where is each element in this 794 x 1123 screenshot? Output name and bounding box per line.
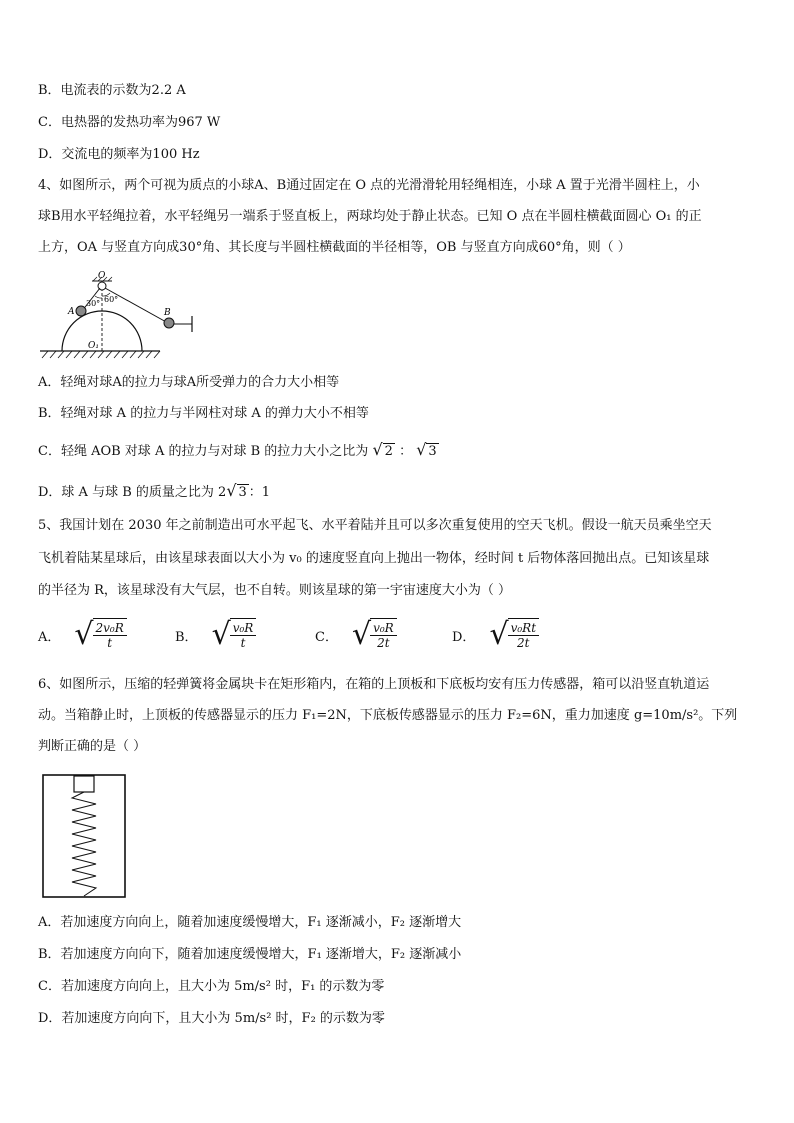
q5-option-d-label: D． — [452, 629, 476, 645]
q5-option-a: A． √ $\frac{\text{2v₀R}}{t}$ — [38, 618, 127, 652]
q5-option-b-num: v₀R — [230, 621, 257, 636]
q5-option-d: D． √ $\frac{\text{v₀Rt}}{2t}$ — [452, 618, 539, 652]
q5-option-a-label: A． — [38, 629, 61, 645]
q6-spring-box-figure — [40, 772, 130, 902]
q4-option-c: C．轻绳 AOB 对球 A 的拉力与对球 B 的拉力大小之比为 √ 2 ： √ 3 — [38, 440, 437, 459]
q5-option-d-num: v₀Rt — [508, 621, 539, 636]
q5-option-a-num: 2v₀R — [93, 621, 127, 636]
q5-option-a-den: t — [107, 636, 113, 650]
q5-stem-line-1: 5、我国计划在 2030 年之前制造出可水平起飞、水平着陆并且可以多次重复使用的空天飞机。假设一航天员乘坐空天 — [38, 518, 712, 533]
q5-option-b: B． √ $\frac{\text{v₀R}}{t}$ — [175, 618, 256, 652]
q6-option-d: D．若加速度方向向下，且大小为 5m/s² 时，F₂ 的示数为零 — [38, 1011, 385, 1026]
q4-stem-line-3: 上方，OA 与竖直方向成30°角、其长度与半圆柱横截面的半径相等，OB 与竖直方向成60°角，则（ ） — [38, 240, 631, 255]
q4-option-d-text: D．球 A 与球 B 的质量之比为 2 — [38, 485, 227, 500]
q4-option-c-root-2: 3 — [428, 444, 437, 459]
q5-option-b-den: t — [240, 636, 246, 650]
fig-label-60: 60° — [104, 295, 119, 304]
q6-stem-line-3: 判断正确的是（ ） — [38, 739, 147, 754]
q5-option-c-num: v₀R — [370, 621, 397, 636]
q6-option-a: A．若加速度方向向上，随着加速度缓慢增大，F₁ 逐渐减小，F₂ 逐渐增大 — [38, 915, 462, 930]
q5-options — [38, 618, 758, 658]
q5-option-c: C． √ $\frac{\text{v₀R}}{2t}$ — [315, 618, 397, 652]
q4-stem-line-1: 4、如图所示，两个可视为质点的小球A、B通过固定在 O 点的光滑滑轮用轻绳相连，小球 A 置于光滑半圆柱上，小 — [38, 178, 700, 193]
fig-label-o1: O₁ — [88, 341, 99, 351]
q3-option-c: C．电热器的发热功率为967 W — [38, 115, 221, 130]
fig-label-o: O — [98, 271, 106, 281]
fig-label-a: A — [68, 307, 75, 317]
q5-option-c-label: C． — [315, 629, 338, 645]
q4-option-d: D．球 A 与球 B 的质量之比为 2√ 3 ：1 — [38, 481, 271, 500]
fig-label-30: 30° — [86, 299, 101, 308]
q5-option-d-den: 2t — [517, 636, 530, 650]
q4-option-b: B．轻绳对球 A 的拉力与半网柱对球 A 的弹力大小不相等 — [38, 406, 369, 421]
q6-stem-line-2: 动。当箱静止时，上顶板的传感器显示的压力 F₁=2N，下底板传感器显示的压力 F₂=6N，重力加速度 g=10m/s²。下列 — [38, 708, 738, 723]
q4-option-a: A．轻绳对球A的拉力与球A所受弹力的合力大小相等 — [38, 375, 340, 390]
fig-label-b: B — [164, 308, 171, 318]
q4-option-d-tail: ：1 — [248, 485, 271, 500]
q6-option-c: C．若加速度方向向上，且大小为 5m/s² 时，F₁ 的示数为零 — [38, 979, 385, 994]
q5-stem-line-3: 的半径为 R，该星球没有大气层，也不自转。则该星球的第一宇宙速度大小为（ ） — [38, 583, 512, 598]
q4-option-c-sep: ： — [399, 444, 413, 459]
q4-stem-line-2: 球B用水平轻绳拉着，水平轻绳另一端系于竖直板上，两球均处于静止状态。已知 O 点在半圆柱横截面圆心 O₁ 的正 — [38, 209, 702, 224]
q3-option-d: D．交流电的频率为100 Hz — [38, 147, 200, 162]
q3-option-b: B．电流表的示数为2.2 A — [38, 83, 186, 98]
q6-option-b: B．若加速度方向向下，随着加速度缓慢增大，F₁ 逐渐增大，F₂ 逐渐减小 — [38, 947, 462, 962]
q6-stem-line-1: 6、如图所示，压缩的轻弹簧将金属块卡在矩形箱内，在箱的上顶板和下底板均安有压力传感器，箱可以沿竖直轨道运 — [38, 677, 710, 692]
q5-stem-line-2: 飞机着陆某星球后，由该星球表面以大小为 v₀ 的速度竖直向上抛出一物体，经时间 t 后物体落回抛出点。已知该星球 — [38, 551, 710, 566]
q5-option-b-label: B． — [175, 629, 198, 645]
q4-option-c-root-1: 2 — [384, 444, 393, 459]
q5-option-c-den: 2t — [377, 636, 390, 650]
q4-figure — [38, 270, 208, 360]
q4-option-d-root: 3 — [238, 485, 247, 500]
q4-option-c-text: C．轻绳 AOB 对球 A 的拉力与对球 B 的拉力大小之比为 — [38, 444, 369, 459]
